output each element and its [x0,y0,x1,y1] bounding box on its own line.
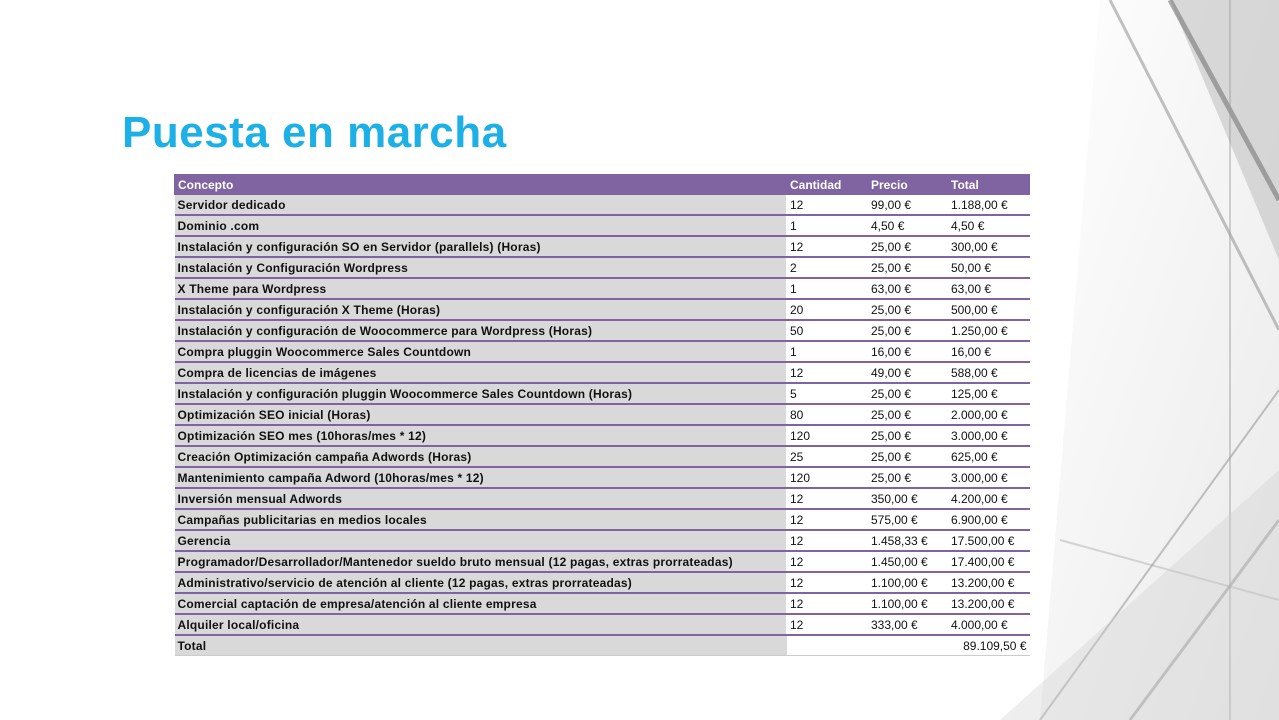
cell-cantidad: 1 [787,341,868,362]
budget-table [174,174,1030,656]
cell-precio: 63,00 € [868,278,948,299]
table-row [175,488,1030,509]
cell-cantidad: 12 [787,530,868,551]
cell-total: 4.000,00 € [948,614,1030,635]
cell-precio: 350,00 € [868,488,948,509]
cell-total: 125,00 € [948,383,1030,404]
cell-cantidad: 12 [787,509,868,530]
cell-cantidad: 2 [787,257,868,278]
table-row [175,446,1030,467]
cell-precio: 25,00 € [868,446,948,467]
cell-precio: 25,00 € [868,467,948,488]
table-row [175,551,1030,572]
table-row [175,299,1030,320]
cell-cantidad: 12 [787,614,868,635]
cell-cantidad: 1 [787,278,868,299]
cell-total: 63,00 € [948,278,1030,299]
cell-cantidad: 25 [787,446,868,467]
cell-total: 3.000,00 € [948,425,1030,446]
cell-concepto: Dominio .com [175,215,787,236]
cell-concepto: Mantenimiento campaña Adword (10horas/mes * 12) [175,467,787,488]
table-row [175,404,1030,425]
cell-precio: 99,00 € [868,195,948,216]
cell-total: 2.000,00 € [948,404,1030,425]
cell-concepto: Instalación y configuración de Woocommerce para Wordpress (Horas) [175,320,787,341]
cell-concepto: Optimización SEO mes (10horas/mes * 12) [175,425,787,446]
cell-precio: 25,00 € [868,299,948,320]
table-row [175,572,1030,593]
cell-concepto: Instalación y configuración pluggin Woocommerce Sales Countdown (Horas) [175,383,787,404]
table-row [175,215,1030,236]
total-empty-precio [868,635,948,656]
cell-total: 588,00 € [948,362,1030,383]
total-row [175,635,1030,656]
table-row [175,467,1030,488]
cell-precio: 333,00 € [868,614,948,635]
cell-cantidad: 12 [787,572,868,593]
header-cantidad: Cantidad [787,175,868,195]
total-value: 89.109,50 € [948,635,1030,656]
cell-total: 17.500,00 € [948,530,1030,551]
cell-total: 50,00 € [948,257,1030,278]
cell-concepto: Alquiler local/oficina [175,614,787,635]
cell-concepto: Inversión mensual Adwords [175,488,787,509]
cell-precio: 49,00 € [868,362,948,383]
cell-cantidad: 120 [787,467,868,488]
cell-cantidad: 5 [787,383,868,404]
cell-concepto: Creación Optimización campaña Adwords (Horas) [175,446,787,467]
table-row [175,362,1030,383]
total-empty-cantidad [787,635,868,656]
cell-cantidad: 12 [787,236,868,257]
header-total: Total [948,175,1030,195]
table-row [175,195,1030,216]
table-row [175,614,1030,635]
cell-total: 17.400,00 € [948,551,1030,572]
cell-concepto: Instalación y Configuración Wordpress [175,257,787,278]
cell-cantidad: 12 [787,593,868,614]
cell-cantidad: 12 [787,551,868,572]
cell-concepto: Administrativo/servicio de atención al cliente (12 pagas, extras prorrateadas) [175,572,787,593]
table-row [175,425,1030,446]
cell-precio: 25,00 € [868,257,948,278]
cell-total: 4.200,00 € [948,488,1030,509]
cell-precio: 575,00 € [868,509,948,530]
cell-concepto: Servidor dedicado [175,195,787,216]
cell-precio: 25,00 € [868,320,948,341]
cell-total: 6.900,00 € [948,509,1030,530]
cell-concepto: Instalación y configuración SO en Servidor (parallels) (Horas) [175,236,787,257]
table-header-row [175,175,1030,195]
cell-precio: 25,00 € [868,425,948,446]
cell-total: 625,00 € [948,446,1030,467]
cell-total: 1.250,00 € [948,320,1030,341]
table-row [175,320,1030,341]
slide-title: Puesta en marcha [122,108,507,157]
table-row [175,383,1030,404]
cell-concepto: Campañas publicitarias en medios locales [175,509,787,530]
table-row [175,236,1030,257]
cell-total: 13.200,00 € [948,572,1030,593]
table-row [175,257,1030,278]
cell-total: 1.188,00 € [948,195,1030,216]
cell-concepto: Compra de licencias de imágenes [175,362,787,383]
cell-total: 4,50 € [948,215,1030,236]
cell-total: 300,00 € [948,236,1030,257]
cell-concepto: X Theme para Wordpress [175,278,787,299]
table-row [175,341,1030,362]
cell-precio: 1.450,00 € [868,551,948,572]
cell-cantidad: 12 [787,195,868,216]
cell-precio: 25,00 € [868,404,948,425]
table-row [175,509,1030,530]
table-row [175,278,1030,299]
cell-precio: 1.100,00 € [868,572,948,593]
cell-total: 13.200,00 € [948,593,1030,614]
cell-total: 16,00 € [948,341,1030,362]
cell-total: 500,00 € [948,299,1030,320]
cell-concepto: Instalación y configuración X Theme (Horas) [175,299,787,320]
cell-precio: 1.100,00 € [868,593,948,614]
cell-cantidad: 120 [787,425,868,446]
cell-concepto: Programador/Desarrollador/Mantenedor sueldo bruto mensual (12 pagas, extras prorrateadas) [175,551,787,572]
cell-concepto: Compra pluggin Woocommerce Sales Countdown [175,341,787,362]
cell-cantidad: 12 [787,488,868,509]
header-concepto: Concepto [175,175,787,195]
table-body [175,195,1030,636]
table-row [175,593,1030,614]
total-label: Total [175,635,787,656]
cell-cantidad: 20 [787,299,868,320]
cell-cantidad: 80 [787,404,868,425]
cell-precio: 16,00 € [868,341,948,362]
cell-concepto: Comercial captación de empresa/atención al cliente empresa [175,593,787,614]
cell-concepto: Gerencia [175,530,787,551]
cell-concepto: Optimización SEO inicial (Horas) [175,404,787,425]
table-row [175,530,1030,551]
cell-total: 3.000,00 € [948,467,1030,488]
cell-precio: 4,50 € [868,215,948,236]
cell-precio: 25,00 € [868,383,948,404]
header-precio: Precio [868,175,948,195]
cell-cantidad: 12 [787,362,868,383]
cell-cantidad: 50 [787,320,868,341]
cell-precio: 25,00 € [868,236,948,257]
cell-precio: 1.458,33 € [868,530,948,551]
cell-cantidad: 1 [787,215,868,236]
